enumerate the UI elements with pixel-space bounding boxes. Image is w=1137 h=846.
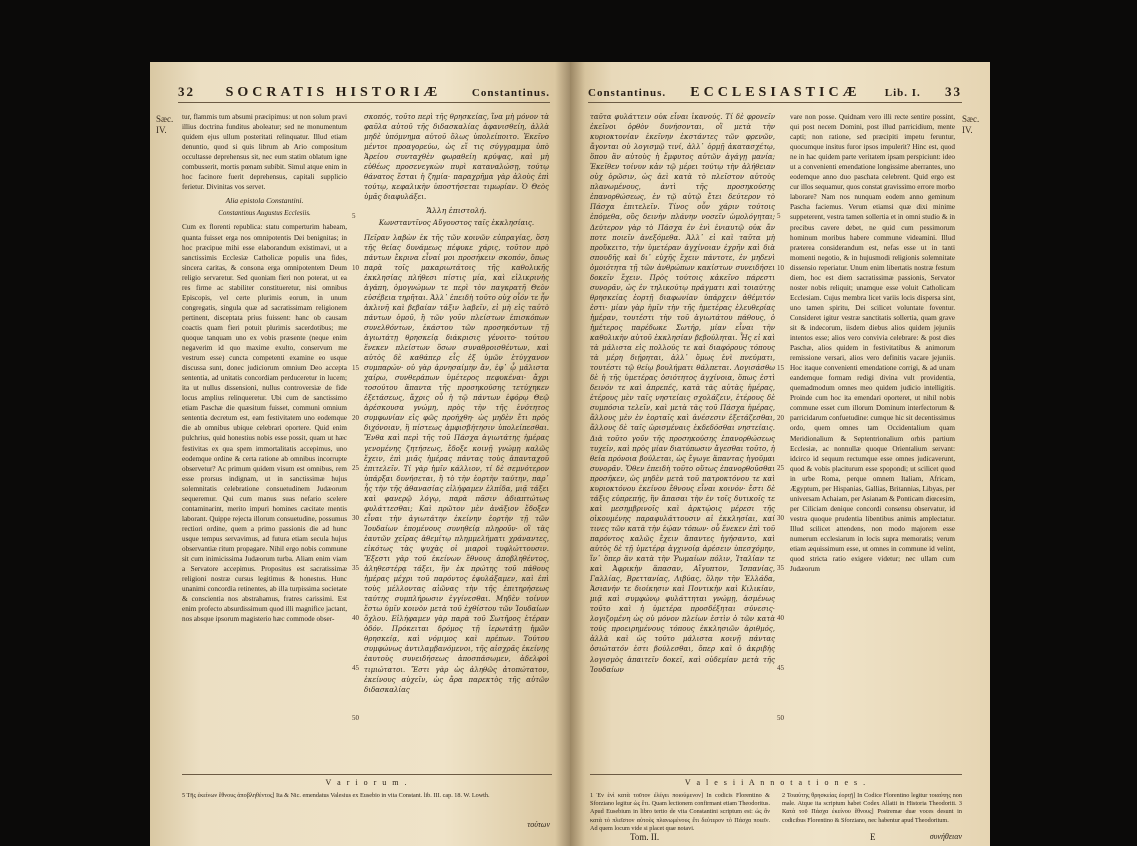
left-line-number: 25	[352, 464, 359, 472]
left-page-number: 32	[178, 84, 195, 99]
left-line-number: 30	[352, 514, 359, 522]
left-latin-subheading: Constantinus Augustus Ecclesiis.	[218, 209, 311, 218]
book-spread	[150, 62, 990, 846]
right-footer-rule	[590, 774, 962, 775]
right-latin-column	[790, 112, 955, 767]
left-catchword: τούτων	[527, 820, 550, 829]
left-line-number: 15	[352, 364, 359, 372]
right-note-right: 2 Τοιαύτης θρησκείας ἑορτῇ] In Codice Florentino legitur τοιαύτης non male. Atque ita scriptum habet Codex Allatii in Historia Theodoriti. 3 Κατὰ τοῦ Πάσχα ἐκείνου ἔθνους] Postremæ duæ voces desunt in codicibus Florentino & Sforziano, nec habentur apud Theodoritum.	[782, 792, 962, 824]
left-latin-column	[182, 112, 347, 767]
right-running-book: Lib. I.	[884, 87, 921, 99]
right-margin-note: Sæc. IV.	[962, 114, 980, 135]
left-footer-rule	[182, 774, 552, 775]
right-line-number: 35	[777, 564, 784, 572]
right-running-head	[588, 84, 962, 103]
right-signature-mark: E	[870, 832, 876, 842]
right-latin-body: vare non posse. Quidnam vero illi recte sentire possint, qui post necem Domini, post illud parricidium, mente capti; non ratione, sed præcipiti impetu feruntur, quocumque insitus furor ipsos impulerit? Hinc est, quod ne in hac quidem parte veritatem ipsam perspiciunt: ideo ut a convenienti emendatione longissime aberrantes, uno eodemque anno duo paschata celebrent. Quid ergo est cur illos sequamur, quos constat gravissimo errore morbo laborare? Nam nos nunquam eodem anno geminum Pascha faciemus. Verum etiamsi quæ dixi minime suppeterent, vestra tamen sollertia et in omni studio & in precibus cavere debet, ne quid cum pessimorum hominum moribus habere commune videamini. Illud præterea considerandum est, nefas esse ut in tanti momenti negotio, & in hujusmodi religionis solemnitate dissensio reperiatur. Unum enim libertatis nostræ festum diem, hoc est diem sacratissimæ passionis, Servator noster nobis reliquit; unamque esse voluit Catholicam Ecclesiam. Cujus membra licet variis locis dispersa sint, uno tamen spiritu, Dei scilicet voluntate foventur. Consideret igitur vestræ sanctitatis sollertia, quam grave sit & indecorum, iisdem diebus alios quidem jejuniis intentos esse; alios vero convivia celebrare: & post dies Paschæ, alios quidem in festivitatibus & animorum remissione versari, alios vero definitis vacare jejuniis. Hoc itaque convenienti emendatione corrigi, & ad unam eandemque formam redigi divina vult providentia, quemadmodum omnes meo quidem judicio intelligitis. Proinde cum hoc ita emendari oporteret, ut nihil nobis commune esset cum illorum Dominum interfectorum & parricidarum confuetudine: cumque hic sit decentissimus ordo, quem omnes tam Occidentalium quam Meridionalium & Septentrionalium orbis partium Ecclesiæ, ac nonnullæ quoque Orientalium servant: idcirco id sequum rectumque esse omnes judicaverunt, quod & vobis placiturum esse spopondi; ut scilicet quod in urbe Roma, perque omnem Italiam, Africam, Ægyptum, per Hispanias, Gallias, Britannias, Libyas, per universam Achaiam, per Asianam & Ponticam diœcesim, per Ciliciam denique concordi consensu observatur, id vestra quoque prudentia libentibus animis amplectatur. Illud scilicet attendens, non modo majorem esse numerum ecclesiarum in locis supra memoratis; verum etiam æquissimum esse, ut omnes in commune id velint, quod stricta ratio exigere videtur; nec ullam cum Judæorum	[790, 113, 955, 574]
left-line-number: 50	[352, 714, 359, 722]
left-latin-body: Cum ex florenti republica: statu comperturim habeam, quanta fuisset erga nos omnipotentis Dei benignitas; in hoc præcipue mihi esse elaborandum existimavi, ut a sanctissimis Ecclesiæ Catholicæ populis una fides, sincera caritas, & consona erga omnipotentem Deum religio servaretur. Sed quoniam fieri non poterat, ut ea res firme ac stabiliter constitueretur, nisi omnibus Episcopis, vel certe plurimis eorum, in unum congregatis, singula quæ ad sacratissimam religionem pertinent, disceptata prius fuissent: hanc ob causam coactis quam fieri potuit plurimis sacerdotibus; me quoque tanquam uno ex vobis præsente (neque enim negaverim id quo maxime exulto, conservum me vestrum esse) cuncta competenti examine eo usque discussa sunt, donec judiciorum omnium Deo accepta sententia, ad unitatis concordiam perduceretur in lucem; ita ut nullus dissensioni, nullus controversiæ de fide locus amplius relinqueretur. Ubi cum de sanctissimo etiam Paschæ die quæsitum fuisset, communi omnium sententia decretum est, eam festivitatem uno eodemque die ab omnibus ubique celebrari oportere. Quid enim pulchrius, quid honestius nobis esse possit, quam ut hæc festivitas ex qua spem immortalitatis accepimus, uno eodemque ordine & certa ratione ab omnibus incorrupte observetur? Ac primum quidem visum est omnibus, rem esse prorsus indignam, ut in sanctissimæ hujus solemnitatis celebratione consuetudinem Judæorum sequeremur. Qui cum manus suas nefario scelere contaminarint, merito impuri homines cæcitate mentis laborant. Quippe rejecta illorum consuetudine, possumus rectiori ordine, quem a primo passionis die ad hunc usque tempus servavimus, ad futura etiam secula hujus observantiæ ritum propagare. Nihil ergo nobis commune sit cum inimicissima Judæorum turba. Aliam enim viam a Servatore accepimus. Propositus est sacratissimæ religioni nostræ cursus legitimus & honestus. Hunc unanimi concordia retinentes, ab illa turpissima societate & conscientia nos abstrahamus, fratres carissimi. Est enim profecto absurdissimum quod illi magnifice jactant, nos absque ipsorum magisterio hæc commode obser-	[182, 223, 347, 624]
left-footer-title: V a r i o r u m .	[325, 778, 409, 787]
right-page	[570, 62, 990, 846]
left-line-number: 35	[352, 564, 359, 572]
right-line-number: 5	[777, 212, 781, 220]
left-greek-subheading: Κωνσταντῖνος Αὔγουστος ταῖς ἐκκλησίαις.	[378, 219, 535, 228]
left-line-number: 20	[352, 414, 359, 422]
right-page-number: 33	[944, 84, 962, 99]
left-greek-column	[364, 112, 549, 767]
right-line-number: 50	[777, 714, 784, 722]
left-greek-heading: Ἄλλη ἐπιστολή.	[426, 206, 487, 216]
right-line-number: 25	[777, 464, 784, 472]
left-line-number: 45	[352, 664, 359, 672]
right-line-number: 30	[777, 514, 784, 522]
left-running-head	[178, 84, 550, 103]
left-greek-intro: σκοπός, τοῦτο περὶ τῆς θρησκείας, ἵνα μὴ μόνον τὰ φαῦλα αὐτοῦ τῆς διδασκαλίας ἀφανισθείη, ἀλλὰ μηδὲ ὑπόμνημα αὐτοῦ ὅλως ὑπολείποιτο. Ἐκεῖνο μέντοι προαγορεύω, ὡς εἴ τις σύγγραμμα ὑπὸ Ἀρείου συνταχθὲν φωραθείη κρύψας, καὶ μὴ εὐθέως προσενεγκὼν πυρὶ καταναλώσῃ, τούτῳ θάνατος ἔσται ἡ ζημία· παραχρῆμα γὰρ ἁλοὺς ἐπὶ τούτῳ, κεφαλικὴν ὑποστήσεται τιμωρίαν. Ὁ Θεὸς ὑμᾶς διαφυλάξει.	[364, 113, 549, 202]
right-line-number: 10	[777, 264, 784, 272]
left-latin-heading: Alia epistola Constantini.	[225, 196, 304, 206]
right-signature-volume: Tom. II.	[630, 832, 660, 842]
right-running-title: ECCLESIASTICÆ	[690, 85, 861, 100]
left-footnote: 5 Τῆς ἐκείνων ἔθνους ἀποβληθέντος] Ita & Nic. emendatus Valesius ex Eusebio in vita Constant. lib. III. cap. 18. W. Lowth.	[182, 792, 490, 799]
right-greek-column	[590, 112, 775, 767]
left-line-number: 40	[352, 614, 359, 622]
right-footer-title: V a l e s i i A n n o t a t i o n e s .	[684, 778, 868, 787]
left-margin-note: Sæc. IV.	[156, 114, 174, 135]
right-line-number: 20	[777, 414, 784, 422]
left-running-title: SOCRATIS HISTORIÆ	[225, 85, 442, 100]
left-line-number: 5	[352, 212, 356, 220]
right-running-left-title: Constantinus.	[588, 87, 667, 99]
left-line-number: 10	[352, 264, 359, 272]
right-line-number: 40	[777, 614, 784, 622]
left-latin-intro: tur, flammis tum absumi præcipimus: ut non solum pravi illius doctrina funditus aboleatur; sed ne monumentum quidem ejus ullum posteritati relinquatur. Illud etiam denuntio, quod si quis librum ab Ario compositum occultasse deprehensus sit, nec eum statim oblatum igne combusserit, mortis pœnam subibit. Simul atque enim in hoc facinore fuerit deprehensus, capitali supplicio ferietur. Divinitas vos servet.	[182, 113, 347, 192]
left-page	[150, 62, 570, 846]
right-line-number: 45	[777, 664, 784, 672]
right-greek-body: ταῦτα φυλάττειν οὐκ εἶναι ἱκανούς. Τί δὲ φρονεῖν ἐκεῖνοι ὀρθὸν δυνήσονται, οἳ μετὰ τὴν κυριοκτονίαν ἐκεῖνην ἐκστάντες τῶν φρενῶν, ἄγονται οὐ λογισμῷ τινί, ἀλλ᾽ ὁρμῇ ἀκατασχέτῳ, ὅπου ἂν αὐτοὺς ἡ ἔμφυτος αὐτῶν ἀγάγῃ μανία; Ἐκεῖθεν τοίνυν κἀν τῷ μέρει τούτῳ τὴν ἀλήθειαν οὐχ ὁρῶσιν, ὡς ἀεὶ κατὰ τὸ πλεῖστον αὐτοὺς πλανωμένους, ἀντὶ τῆς προσηκούσης ἐπανορθώσεως, ἐν τῷ αὐτῷ ἔτει δεύτερον τὸ Πάσχα ἐπιτελεῖν. Τίνος οὖν χάριν τούτοις ἑπόμεθα, οὓς δεινὴν πλάνην νοσεῖν ὡμολόγηται; Δεύτερον γὰρ τὸ Πάσχα ἐν ἑνὶ ἐνιαυτῷ οὐκ ἄν ποτε ποιεῖν ἀνεξόμεθα. Ἀλλ᾽ εἰ καὶ ταῦτα μὴ προὔκειτο, τὴν ὑμετέραν ἀγχίνοιαν ἐχρῆν καὶ διὰ σπουδῆς καὶ δι᾽ εὐχῆς ἔχειν πάντοτε, ἐν μηδενὶ ὁμοιότητα τῇ τῶν ἀνθρώπων κακίστων συνειδήσει δοκεῖν ἔχειν. Πρὸς τούτοις κἀκεῖνο πάρεστι συνορᾶν, ὡς ἐν τηλικούτῳ πράγματι καὶ τοιαύτης θρησκείας ἑορτῇ διαφωνίαν ὑπάρχειν ἀθέμιτόν ἐστι· μίαν γὰρ ἡμῖν τὴν τῆς ἡμετέρας ἐλευθερίας ἡμέραν, τουτέστι τὴν τοῦ ἁγιωτάτου πάθους, ὁ ἡμέτερος παρέδωκε Σωτήρ, μίαν εἶναι τὴν καθολικὴν αὐτοῦ ἐκκλησίαν βεβούληται. Ἧς εἰ καὶ τὰ μάλιστα εἰς πολλούς τε καὶ διαφόρους τόπους τὰ μέρη διῄρηται, ἀλλ᾽ ὅμως ἑνὶ πνεύματι, τουτέστι τῷ θείῳ βουλήματι θάλπεται. Λογισάσθω δὲ ἡ τῆς ὑμετέρας ὁσιότητος ἀγχίνοια, ὅπως ἐστὶ δεινόν τε καὶ ἀπρεπές, κατὰ τὰς αὐτὰς ἡμέρας, ἑτέρους μὲν ταῖς νηστείαις σχολάζειν, ἑτέρους δὲ συμπόσια τελεῖν, καὶ μετὰ τὰς τοῦ Πάσχα ἡμέρας, ἄλλους μὲν ἐν ἑορταῖς καὶ ἀνέσεσιν ἐξετάζεσθαι, ἄλλους δὲ ταῖς ὡρισμέναις ἐκδεδόσθαι νηστείαις. Διὰ τοῦτο γοῦν τῆς προσηκούσης ἐπανορθώσεως τυχεῖν, καὶ πρὸς μίαν διατύπωσιν ἄγεσθαι τοῦτο, ἡ θεία πρόνοια βούλεται, ὡς ἔγωγε ἅπαντας ἡγοῦμαι συνορᾶν. Ὅθεν ἐπειδὴ τοῦτο οὕτως ἐπανορθοῦσθαι προσῆκεν, ὡς μηδὲν μετὰ τοῦ πατροκτόνου τε καὶ κυριοκτόνου ἐκείνου ἔθνους εἶναι κοινόν· ἔστι δὲ τάξις εὐπρεπής, ἣν ἅπασαι τὴν ἐν τοῖς δυτικοῖς τε καὶ μεσημβρινοῖς καὶ ἀρκτῴοις μέρεσι τῆς οἰκουμένης παραφυλάττουσιν αἱ ἐκκλησίαι, καί τινες τῶν κατὰ τὴν ἑῴαν τόπων· οὗ ἕνεκεν ἐπὶ τοῦ παρόντος καλῶς ἔχειν ἅπαντες ἡγήσαντο, καὶ αὐτὸς δὲ τῇ ὑμετέρᾳ ἀγχινοίᾳ ἀρέσειν ὑπεσχόμην, ἵν᾽ ὅπερ ἂν κατὰ τὴν Ῥωμαίων πόλιν, Ἰταλίαν τε καὶ Ἀφρικὴν ἅπασαν, Αἴγυπτον, Ἱσπανίας, Γαλλίας, Βρεττανίας, Λιβύας, ὅλην τὴν Ἑλλάδα, Ἀσιανήν τε διοίκησιν καὶ Ποντικὴν καὶ Κιλικίαν, μιᾷ καὶ συμφώνῳ φυλάττηται γνώμῃ, ἀσμένως τοῦτο καὶ ἡ ὑμετέρα προσδέξηται σύνεσις· λογιζομένη ὡς οὐ μόνον πλείων ἐστὶν ὁ τῶν κατὰ τοὺς προειρημένους τόπους ἐκκλησιῶν ἀριθμός, ἀλλὰ καὶ ὡς τοῦτο μάλιστα κοινῇ πάντας ὁσιώτατόν ἐστι βούλεσθαι, ὅπερ καὶ ὁ ἀκριβὴς λογισμὸς ἀπαιτεῖν δοκεῖ, καὶ οὐδεμίαν μετὰ τῆς Ἰουδαίων	[590, 113, 775, 674]
left-greek-body: Πεῖραν λαβὼν ἐκ τῆς τῶν κοινῶν εὐπραγίας, ὅση τῆς θείας δυνάμεως πέφυκε χάρις, τοῦτον πρὸ πάντων ἔκρινα εἶναί μοι προσήκειν σκοπόν, ὅπως παρὰ τοῖς μακαριωτάτοις τῆς καθολικῆς ἐκκλησίας πλήθεσι πίστις μία, καὶ εἰλικρινὴς ἀγάπη, ὁμογνώμων τε περὶ τὸν παγκρατῆ Θεὸν εὐσέβεια τηρῆται. Ἀλλ᾽ ἐπειδὴ τοῦτο οὐχ οἷόν τε ἦν ἀκλινῆ καὶ βεβαίαν τάξιν λαβεῖν, εἰ μὴ εἰς ταὐτὸ πάντων ὁμοῦ, ἢ τῶν γοῦν πλείστων ἐπισκόπων συνελθόντων, ἑκάστου τῶν προσηκόντων τῇ ἁγιωτάτῃ θρησκείᾳ διάκρισις γένοιτο· τούτου ἕνεκεν πλείστων ὅσων συναθροισθέντων, καὶ αὐτὸς δὲ καθάπερ εἷς ἐξ ὑμῶν ἐτύγχανον συμπαρών· οὐ γὰρ ἀρνησαίμην ἄν, ἐφ᾽ ᾧ μάλιστα χαίρω, συνθεράπων ὑμέτερος πεφυκέναι· ἄχρι τοσούτου ἅπαντα τῆς προσηκούσης τετύχηκεν ἐξετάσεως, ἄχρις οὗ ἡ τῷ πάντων ἐφόρῳ Θεῷ ἀρέσκουσα γνώμη, πρὸς τὴν τῆς ἑνότητος συμφωνίαν εἰς φῶς προήχθη· ὡς μηδὲν ἔτι πρὸς διχόνοιαν, ἢ πίστεως ἀμφισβήτησιν ὑπολείπεσθαι. Ἔνθα καὶ περὶ τῆς τοῦ Πάσχα ἁγιωτάτης ἡμέρας γενομένης ζητήσεως, ἔδοξε κοινῇ γνώμῃ καλῶς ἔχειν, ἐπὶ μιᾶς ἡμέρας πάντας τοὺς ἁπανταχοῦ ἐπιτελεῖν. Τί γὰρ ἡμῖν κάλλιον, τί δὲ σεμνότερον ὑπάρξαι δυνήσεται, ἢ τὸ τὴν ἑορτὴν ταύτην, παρ᾽ ἧς τὴν τῆς ἀθανασίας εἰλήφαμεν ἐλπίδα, μιᾷ τάξει καὶ φανερῷ λόγῳ, παρὰ πᾶσιν ἀδιαπτώτως φυλάττεσθαι; Καὶ πρῶτον μὲν ἀνάξιον ἔδοξεν εἶναι τὴν ἁγιωτάτην ἐκείνην ἑορτὴν τῇ τῶν Ἰουδαίων ἑπομένους συνηθείᾳ πληροῦν· οἳ τὰς ἑαυτῶν χεῖρας ἀθεμίτῳ πλημμελήματι χράναντες, εἰκότως τὰς ψυχὰς οἱ μιαροὶ τυφλώττουσιν. Ἔξεστι γὰρ τοῦ ἐκείνων ἔθνους ἀποβληθέντος, ἀληθεστέρᾳ τάξει, ἣν ἐκ πρώτης τοῦ πάθους ἡμέρας μέχρι τοῦ παρόντος ἐφυλάξαμεν, καὶ ἐπὶ τοὺς μέλλοντας αἰῶνας τὴν τῆς ἐπιτηρήσεως ταύτης συμπλήρωσιν ἐγγίνεσθαι. Μηδὲν τοίνυν ἔστω ὑμῖν κοινὸν μετὰ τοῦ ἐχθίστου τῶν Ἰουδαίων ὄχλου. Εἰλήφαμεν γὰρ παρὰ τοῦ Σωτῆρος ἑτέραν ὁδόν. Πρόκειται δρόμος τῇ ἱερωτάτῃ ἡμῶν θρησκείᾳ, καὶ νόμιμος καὶ πρέπων. Τούτου συμφώνως ἀντιλαμβανόμενοι, τῆς αἰσχρᾶς ἐκείνης ἑαυτοὺς συνειδήσεως ἀποσπάσωμεν, ἀδελφοὶ τιμιώτατοι. Ἔστι γὰρ ὡς ἀληθῶς ἀτοπώτατον, ἐκείνους αὐχεῖν, ὡς ἄρα παρεκτὸς τῆς αὐτῶν διδασκαλίας	[364, 233, 549, 694]
right-line-number: 15	[777, 364, 784, 372]
left-running-subtitle: Constantinus.	[471, 87, 550, 99]
right-catchword: συνήθειαν	[929, 832, 962, 841]
right-note-left: 1 Ἐν ἑνὶ κατὰ τοῦτον ἐλέγει ποιούμενον] In codicis Florentino & Sforziano legitur ὡς ἔτι. Quam lectionem confirmant etiam Theodoritus. Apud Eusebium in libro tertio de vita Constantini scriptum est: ὡς ἂν κατὰ τὸ πλεῖστον αὐτοὺς πλανωμένους ἔτι δεύτερον τὸ Πάσχα ποιεῖν. Ad quem locum vide si placet quæ notavi.	[590, 792, 770, 832]
